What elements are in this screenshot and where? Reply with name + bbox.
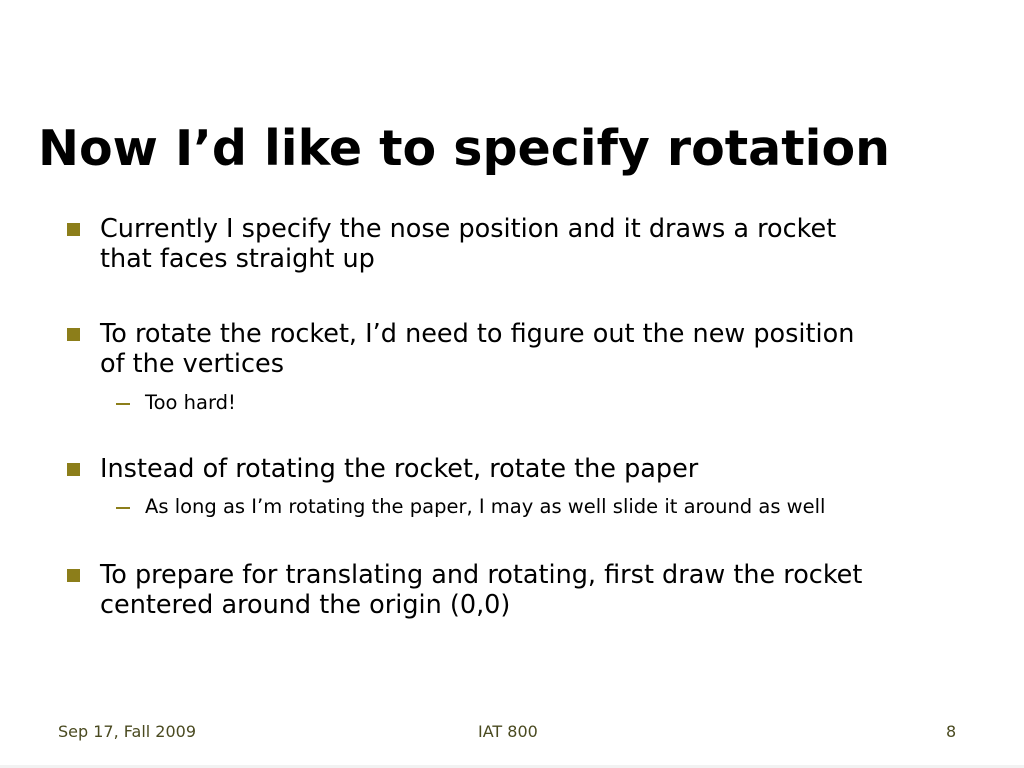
bullet-line: To rotate the rocket, I’d need to figure out the new position — [100, 319, 855, 349]
bullet-line: centered around the origin (0,0) — [100, 590, 511, 620]
bullet-item — [100, 214, 950, 274]
bullet-line: To prepare for translating and rotating, first draw the rocket — [100, 560, 863, 590]
square-bullet-icon — [67, 463, 80, 476]
sub-bullet-item: Too hard! — [145, 391, 236, 414]
bullet-item — [100, 454, 950, 484]
bullet-line: Currently I specify the nose position and it draws a rocket — [100, 214, 837, 244]
square-bullet-icon — [67, 328, 80, 341]
dash-bullet-icon — [116, 403, 130, 405]
page-number: 8 — [946, 722, 957, 741]
bullet-item — [100, 319, 950, 379]
footer-course: IAT 800 — [478, 722, 538, 741]
square-bullet-icon — [67, 569, 80, 582]
bullet-line: that faces straight up — [100, 244, 375, 274]
bullet-line: of the vertices — [100, 349, 284, 379]
sub-bullet-item: As long as I’m rotating the paper, I may as well slide it around as well — [145, 495, 826, 518]
footer-date: Sep 17, Fall 2009 — [58, 722, 197, 741]
bullet-item — [100, 560, 950, 620]
square-bullet-icon — [67, 223, 80, 236]
bullet-line: Instead of rotating the rocket, rotate the paper — [100, 454, 699, 484]
dash-bullet-icon — [116, 507, 130, 509]
slide-title: Now I’d like to specify rotation — [38, 120, 890, 177]
